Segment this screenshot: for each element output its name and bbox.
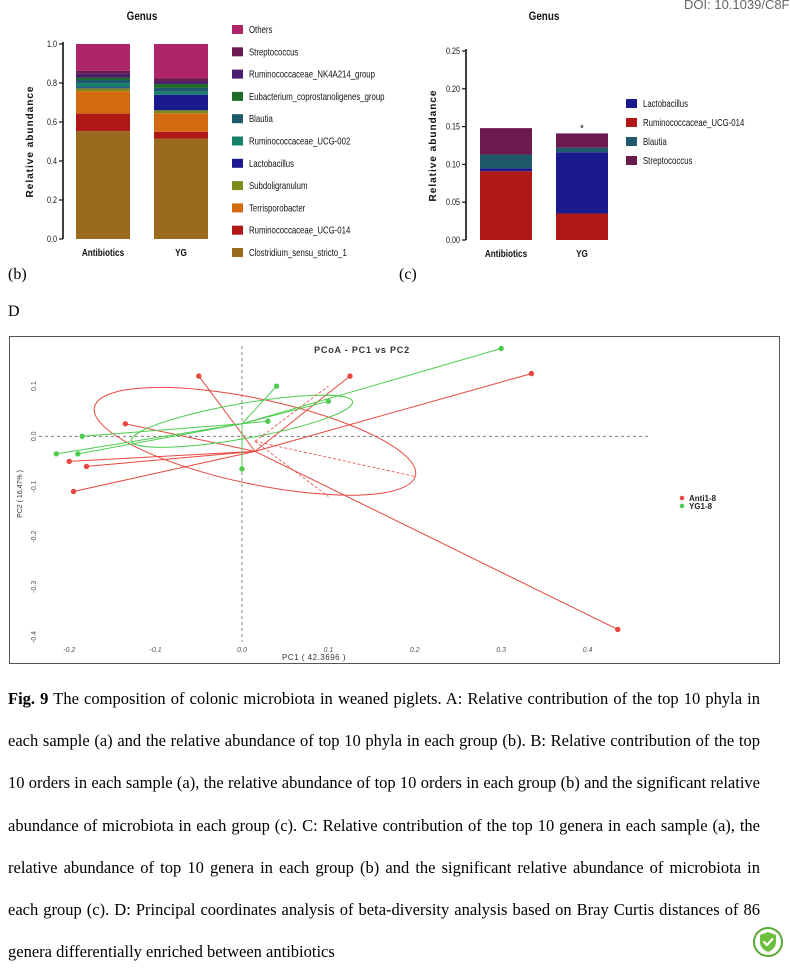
x-tick-label: -0.1	[149, 647, 162, 654]
chart-title: Genus	[528, 10, 560, 24]
chart-title: Genus	[126, 10, 158, 24]
bar-antibiotics-streptococcus	[480, 128, 532, 154]
bar-yg-clostridium-sensu-stricto-1	[154, 139, 208, 239]
legend-swatch-ruminococcaceae-ucg-002	[232, 137, 243, 146]
legend-label-streptococcus: Streptococcus	[643, 155, 693, 167]
bar-yg-terrisporobacter	[154, 113, 208, 132]
legend-swatch-terrisporobacter	[232, 203, 243, 212]
stacked-bar-chart-genus-b	[0, 0, 400, 270]
figure-caption	[8, 678, 760, 973]
pcoa-title: PCoA - PC1 vs PC2	[314, 345, 410, 355]
legend-label-others: Others	[249, 24, 273, 36]
x-axis-label: PC1 ( 42.3696 )	[282, 653, 346, 662]
significance-marker: *	[580, 123, 584, 135]
data-point-anti1-8	[347, 373, 352, 378]
bar-antibiotics-blautia	[480, 155, 532, 169]
y-tick-label: 0.20	[446, 84, 460, 95]
legend-label-subdoligranulum: Subdoligranulum	[249, 180, 308, 192]
bar-antibiotics-subdoligranulum	[76, 88, 130, 91]
bar-yg-subdoligranulum	[154, 110, 208, 113]
bar-yg-lactobacillus	[556, 152, 608, 213]
y-tick-label: 0.0	[31, 431, 38, 442]
bar-antibiotics-clostridium-sensu-stricto-1	[76, 131, 130, 239]
data-point-yg1-8	[54, 451, 59, 456]
bar-antibiotics-streptococcus	[76, 71, 130, 74]
y-tick-label: -0.1	[31, 480, 38, 493]
bar-antibiotics-others	[76, 44, 130, 71]
legend-swatch-others	[232, 25, 243, 34]
bar-antibiotics-eubacterium-coprostanoligenes-group	[76, 78, 130, 80]
legend-swatch-subdoligranulum	[232, 181, 243, 190]
y-tick-label: 0.0	[47, 234, 57, 245]
legend-swatch-ruminococcaceae-nk4a214-group	[232, 70, 243, 79]
bar-antibiotics-terrisporobacter	[76, 91, 130, 113]
x-tick-label: 0.2	[409, 647, 420, 654]
legend-label-clostridium-sensu-stricto-1: Clostridium_sensu_stricto_1	[249, 247, 347, 259]
y-tick-label: 0.05	[446, 197, 460, 208]
pcoa-frame	[10, 337, 780, 664]
data-point-yg1-8	[274, 383, 279, 388]
y-tick-label: 1.0	[47, 39, 57, 50]
y-axis-label: Relative abundance	[428, 89, 439, 202]
doi-label: DOI: 10.1039/C8F	[684, 0, 790, 12]
figure-number: Fig. 9	[8, 689, 49, 708]
y-tick-label: 0.8	[47, 78, 57, 89]
bar-yg-eubacterium-coprostanoligenes-group	[154, 84, 208, 88]
data-point-yg1-8	[75, 451, 80, 456]
bar-antibiotics-ruminococcaceae-ucg-002	[76, 83, 130, 87]
bar-yg-ruminococcaceae-nk4a214-group	[154, 81, 208, 84]
y-tick-label: 0.00	[446, 235, 460, 246]
bar-yg-others	[154, 44, 208, 78]
legend-label-blautia: Blautia	[643, 136, 667, 148]
legend-label-streptococcus: Streptococcus	[249, 46, 299, 58]
legend-marker-yg1-8	[680, 504, 685, 509]
data-point-anti1-8	[529, 371, 534, 376]
legend-swatch-clostridium-sensu-stricto-1	[232, 248, 243, 257]
legend-swatch-blautia	[626, 137, 637, 146]
y-tick-label: -0.2	[31, 530, 38, 543]
legend-label-ruminococcaceae-ucg-002: Ruminococcaceae_UCG-002	[249, 135, 351, 147]
data-point-yg1-8	[498, 346, 503, 351]
y-tick-label: 0.2	[47, 195, 57, 206]
x-tick-label: 0.1	[323, 647, 334, 654]
y-tick-label: 0.4	[47, 156, 57, 167]
legend-swatch-lactobacillus	[626, 99, 637, 108]
bar-yg-blautia	[556, 148, 608, 153]
x-tick-label: Antibiotics	[484, 248, 528, 260]
legend-label-ruminococcaceae-nk4a214-group: Ruminococcaceae_NK4A214_group	[249, 68, 375, 80]
bar-yg-streptococcus	[154, 78, 208, 81]
data-point-anti1-8	[615, 627, 620, 632]
data-point-yg1-8	[265, 419, 270, 424]
bar-antibiotics-lactobacillus	[480, 168, 532, 171]
legend-swatch-ruminococcaceae-ucg-014	[626, 118, 637, 127]
data-point-yg1-8	[79, 434, 84, 439]
data-point-anti1-8	[84, 464, 89, 469]
bar-yg-streptococcus	[556, 133, 608, 147]
legend-label-ruminococcaceae-ucg-014: Ruminococcaceae_UCG-014	[249, 224, 351, 236]
legend-label-ruminococcaceae-ucg-014: Ruminococcaceae_UCG-014	[643, 117, 745, 129]
legend-swatch-eubacterium-coprostanoligenes-group	[232, 92, 243, 101]
x-tick-label: Antibiotics	[81, 247, 125, 259]
legend-swatch-streptococcus	[232, 47, 243, 56]
x-tick-label: 0.4	[582, 647, 593, 654]
bar-yg-ruminococcaceae-ucg-002	[154, 92, 208, 95]
panel-label-d: D	[8, 303, 20, 320]
legend-label-anti1-8: Anti1-8	[689, 494, 717, 503]
y-axis-label: Relative abundance	[25, 85, 36, 198]
panel-label-c: (c)	[399, 266, 417, 283]
bar-antibiotics-ruminococcaceae-ucg-014	[76, 114, 130, 132]
legend-swatch-lactobacillus	[232, 159, 243, 168]
bar-yg-lactobacillus	[154, 95, 208, 111]
data-point-anti1-8	[67, 459, 72, 464]
y-tick-label: 0.1	[31, 381, 38, 392]
x-tick-label: YG	[576, 248, 588, 260]
figure-caption-text: The composition of colonic microbiota in weaned piglets. A: Relative contribution of the top 10 phyla in each sample (a) and the relative abundance of top 10 phyla in each group (b). B: Relative contribution of the top 10 orders in each sample (a), the relative abundance of top 10 orders in each group (b) and the significant relative abundance of microbiota in each group (c). C: Relative contribution of the top 10 genera in each sample (a), the relative abundance of top 10 genera in each group (b) and the significant relative abundance of microbiota in each group (c). D: Principal coordinates analysis of beta-diversity analysis based on Bray Curtis distances of 86 genera differentially enriched between antibiotics	[8, 689, 760, 962]
data-point-yg1-8	[239, 466, 244, 471]
legend-label-terrisporobacter: Terrisporobacter	[249, 202, 306, 214]
y-tick-label: -0.3	[31, 580, 38, 593]
x-tick-label: 0.3	[496, 647, 507, 654]
data-point-anti1-8	[123, 421, 128, 426]
shield-check-icon[interactable]	[752, 926, 784, 958]
legend-swatch-blautia	[232, 114, 243, 123]
bar-antibiotics-blautia	[76, 79, 130, 83]
legend-label-yg1-8: YG1-8	[689, 502, 713, 511]
legend-label-lactobacillus: Lactobacillus	[643, 98, 689, 110]
legend-label-blautia: Blautia	[249, 113, 273, 125]
legend-label-lactobacillus: Lactobacillus	[249, 157, 295, 170]
bar-yg-ruminococcaceae-ucg-014	[154, 132, 208, 139]
panel-label-b: (b)	[8, 266, 27, 283]
legend-swatch-ruminococcaceae-ucg-014	[232, 226, 243, 235]
y-tick-label: 0.6	[47, 117, 57, 128]
y-axis-label: PC2 ( 16.47% )	[17, 470, 24, 518]
bar-yg-ruminococcaceae-ucg-014	[556, 214, 608, 240]
legend-swatch-streptococcus	[626, 156, 637, 165]
x-tick-label: -0.2	[63, 647, 76, 654]
legend-marker-anti1-8	[680, 496, 685, 501]
bar-yg-blautia	[154, 88, 208, 92]
y-tick-label: 0.10	[446, 159, 460, 170]
y-tick-label: -0.4	[31, 630, 38, 644]
x-tick-label: 0.0	[237, 647, 247, 654]
legend-label-eubacterium-coprostanoligenes-group: Eubacterium_coprostanoligenes_group	[249, 90, 385, 103]
y-tick-label: 0.25	[446, 46, 460, 57]
data-point-anti1-8	[71, 489, 76, 494]
bar-antibiotics-ruminococcaceae-nk4a214-group	[76, 74, 130, 78]
data-point-yg1-8	[326, 398, 331, 403]
y-tick-label: 0.15	[446, 121, 460, 132]
data-point-anti1-8	[196, 373, 201, 378]
bar-antibiotics-ruminococcaceae-ucg-014	[480, 171, 532, 240]
bar-antibiotics-lactobacillus	[76, 87, 130, 88]
x-tick-label: YG	[175, 247, 187, 259]
pcoa-scatter-plot	[9, 336, 780, 664]
